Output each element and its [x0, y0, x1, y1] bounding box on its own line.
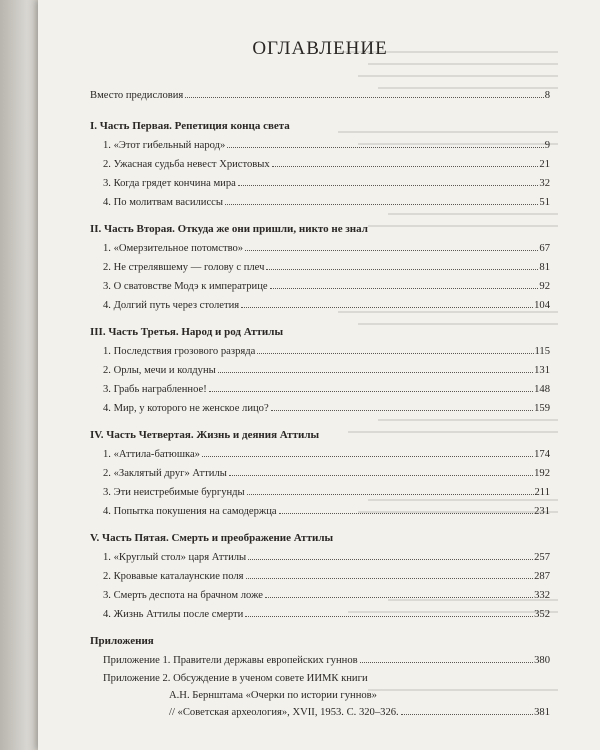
- entry-label: 2. Кровавые каталаунские поля: [103, 571, 244, 582]
- toc-entry[interactable]: [90, 361, 550, 380]
- toc-entry[interactable]: [90, 342, 550, 361]
- page-number: 8: [544, 90, 550, 101]
- entry-label: 4. Жизнь Аттилы после смерти: [103, 609, 244, 620]
- page-number: 159: [534, 403, 550, 414]
- dot-leader: [401, 714, 533, 715]
- entry-label: 3. Когда грядет кончина мира: [103, 178, 236, 189]
- page-number: 131: [534, 365, 550, 376]
- dot-leader: [241, 307, 533, 308]
- dot-leader: [185, 97, 543, 98]
- entry-label: 4. Попытка покушения на самодержца: [103, 506, 277, 517]
- entry-label: 1. «Аттила-батюшка»: [103, 449, 200, 460]
- page-number: 148: [534, 384, 550, 395]
- toc-entry[interactable]: [90, 567, 550, 586]
- page-number: 380: [534, 655, 550, 666]
- page-number: 9: [544, 140, 550, 151]
- toc-entry[interactable]: [90, 605, 550, 624]
- page-number: 104: [534, 300, 550, 311]
- part-heading-4[interactable]: IV. Часть Четвертая. Жизнь и деяния Аттилы: [90, 429, 320, 441]
- toc-entry[interactable]: [90, 136, 550, 155]
- toc-entry[interactable]: [90, 399, 550, 418]
- toc-entry[interactable]: [90, 548, 550, 567]
- entry-label-line-1: Приложение 2. Обсуждение в ученом совете ИИМК книги: [103, 673, 368, 684]
- dot-leader: [265, 597, 533, 598]
- page-number: 231: [534, 506, 550, 517]
- entry-label: 4. По молитвам василиссы: [103, 197, 223, 208]
- dot-leader: [272, 166, 539, 167]
- page-title: ОГЛАВЛЕНИЕ: [252, 38, 388, 59]
- table-of-contents: [90, 38, 550, 721]
- page-number: 174: [534, 449, 550, 460]
- dot-leader: [271, 410, 533, 411]
- dot-leader: [279, 513, 534, 514]
- entry-label: Приложение 1. Правители державы европейских гуннов: [103, 655, 358, 666]
- page-number: 32: [539, 178, 550, 189]
- entry-label: Вместо предисловия: [90, 90, 184, 101]
- dot-leader: [209, 391, 533, 392]
- page-number: 211: [534, 487, 550, 498]
- dot-leader: [225, 204, 538, 205]
- book-spine-shadow: [0, 0, 38, 750]
- entry-label-line-3: // «Советская археология», XVII, 1953. С. 320–326.: [169, 707, 399, 718]
- dot-leader: [245, 250, 538, 251]
- dot-leader: [266, 269, 538, 270]
- dot-leader: [270, 288, 539, 289]
- dot-leader: [218, 372, 533, 373]
- page-number: 332: [534, 590, 550, 601]
- dot-leader: [245, 616, 533, 617]
- part-heading-3[interactable]: III. Часть Третья. Народ и род Аттилы: [90, 326, 284, 338]
- dot-leader: [227, 147, 543, 148]
- toc-entry[interactable]: [90, 239, 550, 258]
- entry-label: 2. Не стрелявшему — голову с плеч: [103, 262, 265, 273]
- dot-leader: [248, 559, 533, 560]
- page-number: 21: [539, 159, 550, 170]
- entry-label: 2. Орлы, мечи и колдуны: [103, 365, 216, 376]
- part-heading-1[interactable]: I. Часть Первая. Репетиция конца света: [90, 120, 290, 132]
- page-number: 381: [534, 707, 550, 718]
- entry-label: 3. Эти неистребимые бургунды: [103, 487, 245, 498]
- entry-label: 1. «Омерзительное потомство»: [103, 243, 244, 254]
- entry-label: 1. «Этот гибельный народ»: [103, 140, 226, 151]
- part-heading-5[interactable]: V. Часть Пятая. Смерть и преображение Аттилы: [90, 532, 334, 544]
- toc-entry-preface[interactable]: [90, 86, 550, 105]
- page-number: 67: [539, 243, 550, 254]
- entry-label: 1. Последствия грозового разряда: [103, 346, 256, 357]
- entry-label: 2. «Заклятый друг» Аттилы: [103, 468, 227, 479]
- toc-entry[interactable]: [90, 174, 550, 193]
- toc-entry[interactable]: [90, 483, 550, 502]
- dot-leader: [202, 456, 533, 457]
- entry-label: 4. Мир, у которого не женское лицо?: [103, 403, 269, 414]
- dot-leader: [246, 578, 534, 579]
- page-number: 287: [534, 571, 550, 582]
- toc-entry[interactable]: [90, 155, 550, 174]
- page-number: 257: [534, 552, 550, 563]
- toc-entry-appendix-2[interactable]: [90, 670, 550, 721]
- entry-label: 2. Ужасная судьба невест Христовых: [103, 159, 270, 170]
- toc-entry[interactable]: [90, 586, 550, 605]
- part-heading-2[interactable]: II. Часть Вторая. Откуда же они пришли, никто не знал: [90, 223, 368, 235]
- toc-entry-appendix-1[interactable]: [90, 651, 550, 670]
- entry-label: 1. «Круглый стол» царя Аттилы: [103, 552, 247, 563]
- book-page: [38, 0, 600, 750]
- toc-entry[interactable]: [90, 464, 550, 483]
- dot-leader: [247, 494, 534, 495]
- entry-last-line: [103, 704, 550, 721]
- toc-entry[interactable]: [90, 193, 550, 212]
- toc-entry[interactable]: [90, 296, 550, 315]
- toc-entry[interactable]: [90, 502, 550, 521]
- page-number: 81: [539, 262, 550, 273]
- entry-label: 3. О сватовстве Модэ к императрице: [103, 281, 268, 292]
- toc-entry[interactable]: [90, 380, 550, 399]
- page-number: 51: [539, 197, 550, 208]
- toc-entry[interactable]: [90, 277, 550, 296]
- dot-leader: [238, 185, 539, 186]
- entry-label: 3. Грабь награбленное!: [103, 384, 207, 395]
- page-number: 352: [534, 609, 550, 620]
- page-number: 115: [534, 346, 550, 357]
- entry-label-line-2: А.Н. Бернштама «Очерки по истории гуннов»: [169, 690, 377, 701]
- entry-label: 4. Долгий путь через столетия: [103, 300, 240, 311]
- toc-entry[interactable]: [90, 258, 550, 277]
- entry-label: 3. Смерть деспота на брачном ложе: [103, 590, 263, 601]
- toc-entry[interactable]: [90, 445, 550, 464]
- appendices-heading[interactable]: Приложения: [90, 635, 154, 647]
- dot-leader: [229, 475, 533, 476]
- page-number: 92: [539, 281, 550, 292]
- dot-leader: [257, 353, 533, 354]
- page-number: 192: [534, 468, 550, 479]
- dot-leader: [360, 662, 533, 663]
